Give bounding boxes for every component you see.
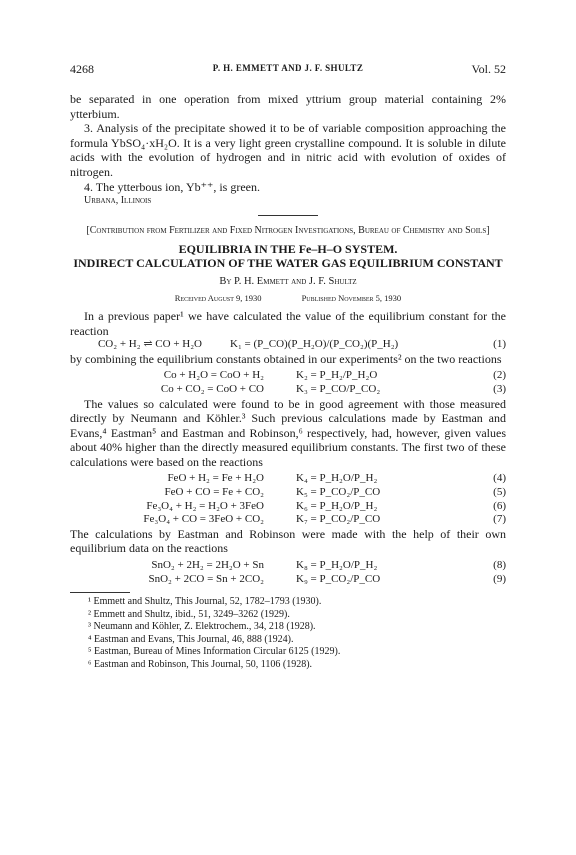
equation-reaction: Co + H₂O = CoO + H₂ bbox=[163, 369, 264, 382]
footnote-divider bbox=[70, 592, 130, 593]
prev-item-3: 3. Analysis of the precipitate showed it to be of variable composition approaching the formula YbSO₄·xH₂O. It is a very light green crystalline compound. It is soluble in dilute acids with the evolution of hydrogen and in nitric acid with evolution of oxides of nitrogen. bbox=[70, 121, 506, 179]
equation-reaction: FeO + H₂ = Fe + H₂O bbox=[167, 472, 264, 485]
prev-text-continuation: be separated in one operation from mixed yttrium group material containing 2% ytterbium. bbox=[70, 92, 506, 121]
footnote-3: ³ Neumann and Köhler, Z. Elektrochem., 34, 218 (1928). bbox=[88, 621, 316, 633]
paragraph-3: The values so calculated were found to be in good agreement with those measured directly by Neumann and Köhler.³ Such previous calculations made by Eastman and Evans,⁴ Eastman⁵ and Eastman and Robinson,⁶ respectively, had, however, given values about 40% higher than the directly measured equilibrium constants. The first two of these calculations were based on the reactions bbox=[70, 396, 506, 469]
article-title-line-2: INDIRECT CALCULATION OF THE WATER GAS EQUILIBRIUM CONSTANT bbox=[73, 255, 503, 270]
article-dates bbox=[70, 291, 506, 306]
equation-number: (4) bbox=[493, 472, 506, 485]
equation-3 bbox=[70, 383, 506, 397]
footnote-2: ² Emmett and Shultz, ibid., 51, 3249–3262 (1929). bbox=[88, 608, 290, 620]
equation-reaction: CO₂ + H₂ ⇌ CO + H₂O bbox=[97, 338, 202, 351]
equation-reaction: SnO₂ + 2CO = Sn + 2CO₂ bbox=[148, 572, 264, 585]
published-date: Published November 5, 1930 bbox=[301, 293, 402, 304]
running-authors: P. H. EMMETT AND J. F. SHULTZ bbox=[212, 63, 364, 73]
prev-item-4: 4. The ytterbous ion, Yb⁺⁺, is green. bbox=[84, 179, 260, 194]
equation-number: (8) bbox=[493, 559, 506, 572]
footnote-6: ⁶ Eastman and Robinson, This Journal, 50, 1106 (1928). bbox=[88, 658, 313, 670]
equation-constant: K₉ = P_CO₂/P_CO bbox=[296, 572, 381, 585]
equation-2 bbox=[70, 369, 506, 383]
contribution-note: [Contribution from Fertilizer and Fixed Nitrogen Investigations, Bureau of Chemistry and Soils] bbox=[86, 224, 490, 236]
equation-7 bbox=[70, 513, 506, 527]
received-date: Received August 9, 1930 bbox=[174, 293, 262, 304]
footnote-1: ¹ Emmett and Shultz, This Journal, 52, 1782–1793 (1930). bbox=[88, 596, 322, 608]
equation-number: (7) bbox=[493, 513, 506, 526]
paragraph-2: by combining the equilibrium constants obtained in our experiments² on the two reactions bbox=[70, 351, 502, 366]
equation-constant: K₃ = P_CO/P_CO₂ bbox=[296, 382, 381, 395]
equation-number: (3) bbox=[493, 382, 506, 395]
volume-label: Vol. 52 bbox=[471, 62, 506, 76]
equation-constant: K₁ = (P_CO)(P_H₂O)/(P_CO₂)(P_H₂) bbox=[230, 338, 399, 351]
equation-reaction: Fe₃O₄ + H₂ = H₂O + 3FeO bbox=[146, 499, 264, 512]
equation-constant: K₈ = P_H₂O/P_H₂ bbox=[296, 559, 378, 572]
equation-5 bbox=[70, 486, 506, 500]
equation-8 bbox=[70, 559, 506, 573]
equation-constant: K₆ = P_H₂O/P_H₂ bbox=[296, 499, 378, 512]
equation-6 bbox=[70, 500, 506, 514]
equation-number: (5) bbox=[493, 486, 506, 499]
equation-constant: K₇ = P_CO₂/P_CO bbox=[296, 513, 381, 526]
page-number: 4268 bbox=[70, 62, 94, 76]
equation-constant: K₅ = P_CO₂/P_CO bbox=[296, 486, 381, 499]
equation-reaction: Co + CO₂ = CoO + CO bbox=[160, 382, 264, 395]
paragraph-4: The calculations by Eastman and Robinson were made with the help of their own equilibrium data on the reactions bbox=[70, 526, 506, 556]
equation-reaction: SnO₂ + 2H₂ = 2H₂O + Sn bbox=[151, 559, 264, 572]
equation-reaction: Fe₃O₄ + CO = 3FeO + CO₂ bbox=[143, 513, 264, 526]
running-header bbox=[70, 62, 506, 78]
footnote-4: ⁴ Eastman and Evans, This Journal, 46, 888 (1924). bbox=[88, 633, 294, 645]
paragraph-1: In a previous paper¹ we have calculated the value of the equilibrium constant for the reaction bbox=[70, 308, 506, 338]
equation-constant: K₂ = P_H₂/P_H₂O bbox=[296, 369, 378, 382]
equation-number: (1) bbox=[493, 338, 506, 351]
section-divider bbox=[258, 215, 318, 216]
page-body bbox=[70, 92, 506, 671]
equation-number: (9) bbox=[493, 572, 506, 585]
equation-reaction: FeO + CO = Fe + CO₂ bbox=[164, 486, 264, 499]
equation-1 bbox=[70, 338, 506, 352]
author-location: Urbana, Illinois bbox=[84, 195, 152, 207]
article-title bbox=[70, 242, 506, 270]
equation-number: (2) bbox=[493, 369, 506, 382]
equation-number: (6) bbox=[493, 499, 506, 512]
equation-9 bbox=[70, 573, 506, 587]
footnote-5: ⁵ Eastman, Bureau of Mines Information Circular 6125 (1929). bbox=[88, 646, 341, 658]
article-byline: By P. H. Emmett and J. F. Shultz bbox=[219, 275, 357, 287]
equation-4 bbox=[70, 472, 506, 486]
equation-constant: K₄ = P_H₂O/P_H₂ bbox=[296, 472, 378, 485]
article-title-line-1: EQUILIBRIA IN THE Fe–H–O SYSTEM. bbox=[178, 241, 398, 256]
